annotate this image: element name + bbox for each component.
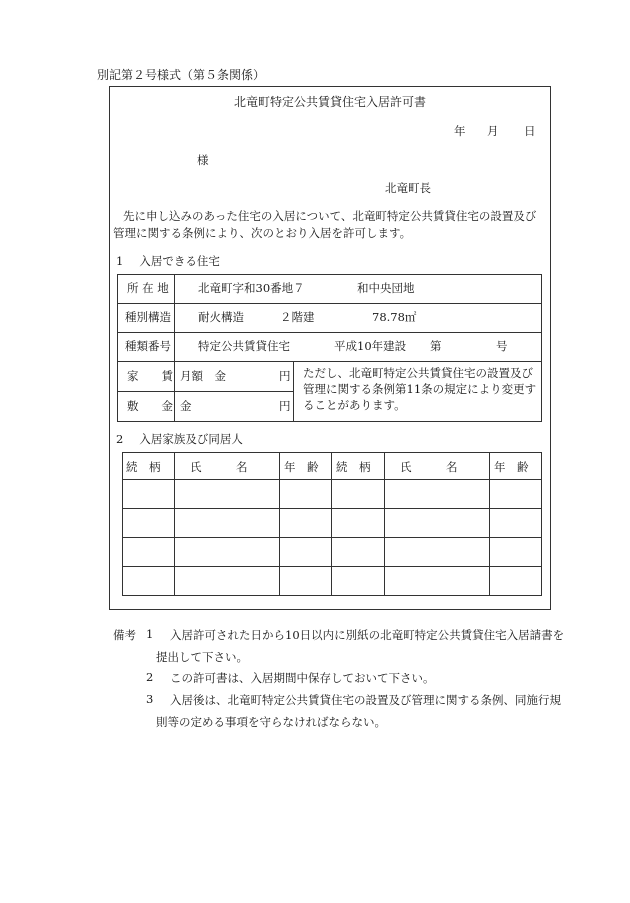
table-border — [122, 479, 542, 480]
document-title: 北竜町特定公共賃貸住宅入居許可書 — [233, 95, 426, 109]
remark-1-number: 1 — [146, 627, 154, 641]
table-border — [122, 452, 542, 453]
family-table — [122, 452, 542, 596]
remark-1-line-1: 入居許可された日から10日以内に別紙の北竜町特定公共賃貸住宅入居請書を — [170, 628, 565, 642]
change-note-line-1: ただし、北竜町特定公共賃貸住宅の設置及び — [303, 366, 533, 380]
family-header-name: 氏 名 — [190, 460, 248, 474]
table-border — [117, 274, 542, 275]
remark-3-line-2: 則等の定める事項を守らなければならない。 — [156, 715, 386, 729]
remark-2-number: 2 — [146, 670, 154, 684]
section-2-heading — [116, 431, 243, 447]
structure-type: 耐火構造 — [198, 310, 244, 324]
change-note-line-3: ることがあります。 — [303, 398, 406, 412]
table-border — [117, 274, 118, 421]
table-border — [122, 566, 542, 567]
remark-3-number: 3 — [146, 692, 154, 706]
type-built: 平成10年建設 — [334, 339, 407, 353]
family-header-relation: 続 柄 — [126, 460, 161, 474]
table-border — [122, 595, 542, 596]
section-1-title: 入居できる住宅 — [139, 254, 220, 268]
type-number-prefix: 第 — [430, 339, 442, 353]
section-2-number: 2 — [116, 432, 124, 446]
structure-label: 種別構造 — [125, 310, 171, 324]
table-border — [541, 274, 542, 421]
section-2-title: 入居家族及び同居人 — [139, 432, 243, 446]
table-border — [117, 421, 542, 422]
type-label: 種類番号 — [125, 339, 171, 353]
deposit-amount-prefix: 金 — [180, 399, 192, 413]
table-border — [174, 274, 175, 421]
rent-amount-prefix: 月額 金 — [180, 369, 226, 383]
section-1-heading — [116, 253, 220, 269]
rent-label: 家 賃 — [127, 369, 173, 383]
change-note-line-2: 管理に関する条例第11条の規定により変更す — [303, 382, 537, 396]
form-label: 別記第２号様式（第５条関係） — [97, 68, 266, 82]
date-month-label: 月 — [487, 124, 499, 138]
intro-line-2: 管理に関する条例により、次のとおり入居を許可します。 — [113, 226, 412, 240]
table-border — [541, 452, 542, 595]
issuer-name: 北竜町長 — [385, 181, 431, 195]
table-border — [293, 361, 294, 421]
type-value: 特定公共賃貸住宅 — [198, 339, 290, 353]
remark-1-line-2: 提出して下さい。 — [156, 650, 248, 664]
remarks-title: 備考 — [113, 628, 136, 642]
family-header-age: 年 齢 — [284, 460, 319, 474]
structure-floors: ２階建 — [280, 310, 315, 324]
date-day-label: 日 — [524, 124, 536, 138]
table-border — [117, 303, 542, 304]
table-border — [331, 452, 332, 595]
table-border — [122, 508, 542, 509]
addressee-suffix: 様 — [197, 153, 209, 167]
table-border — [384, 452, 385, 595]
location-address: 北竜町字和30番地７ — [198, 281, 305, 295]
family-header-name-2: 氏 名 — [400, 460, 458, 474]
table-border — [117, 361, 542, 362]
section-1-number: 1 — [116, 254, 124, 268]
remark-2-line-1: この許可書は、入居期間中保存しておいて下さい。 — [170, 671, 435, 685]
table-border — [174, 452, 175, 595]
structure-area: 78.78㎡ — [372, 310, 417, 324]
type-number-suffix: 号 — [496, 339, 508, 353]
table-border — [117, 391, 293, 392]
location-complex: 和中央団地 — [357, 281, 415, 295]
intro-line-1: 先に申し込みのあった住宅の入居について、北竜町特定公共賃貸住宅の設置及び — [123, 209, 537, 223]
table-border — [122, 537, 542, 538]
family-header-relation-2: 続 柄 — [336, 460, 371, 474]
location-label: 所 在 地 — [127, 281, 169, 295]
remark-3-line-1: 入居後は、北竜町特定公共賃貸住宅の設置及び管理に関する条例、同施行規 — [170, 693, 561, 707]
date-year-label: 年 — [454, 124, 466, 138]
table-border — [489, 452, 490, 595]
table-border — [117, 332, 542, 333]
housing-table — [117, 274, 542, 422]
table-border — [279, 452, 280, 595]
rent-unit: 円 — [279, 369, 291, 383]
table-border — [122, 452, 123, 595]
family-header-age-2: 年 齢 — [494, 460, 529, 474]
deposit-label: 敷 金 — [127, 399, 173, 413]
deposit-unit: 円 — [279, 399, 291, 413]
